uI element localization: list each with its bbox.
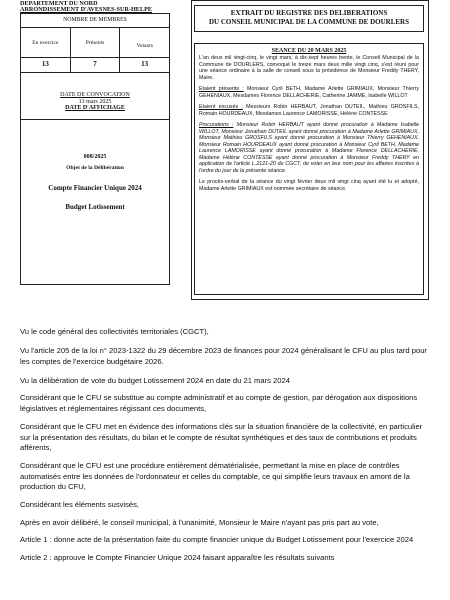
department-label: DEPARTEMENT DU NORD [20, 0, 98, 7]
members-title: NOMBRE DE MEMBRES [21, 14, 169, 28]
excuses-text: Messieurs Robin HERBAUT, Jonathan DUTEIL, Mathieu GROSFILS, Romain HOURDEAUX, Mesdames Laurence LAMORISSE, Hélène CONTESSE [199, 104, 419, 117]
body-paragraph: Vu la délibération de vote du budget Lotissement 2024 en date du 21 mars 2024 [20, 376, 290, 385]
excuses-label: Etaient excusés : [199, 104, 243, 110]
deliberation-number: 008/2025 [83, 154, 107, 160]
procurations-label: Procurations : [199, 122, 234, 128]
members-columns [21, 27, 169, 58]
deliberation-title: Compte Financier Unique 2024 [48, 184, 142, 192]
article-1: Article 1 : donne acte de la présentation faite du compte financier unique du Budget Lotissement pour l'exercice 2024 [20, 535, 414, 544]
col-presents: Présents [71, 27, 121, 57]
presents-paragraph [199, 86, 419, 99]
members-box [20, 13, 170, 285]
col-votants: Votants [136, 43, 154, 49]
body-paragraph: Considérant que le CFU met en évidence des informations clés sur la situation financière de la collectivité, en particulier sur la présentation des résultats, du bilan et le compte de résultat synthétiques et des taux de contributions et produits afférents, [20, 422, 423, 452]
affichage-label: DATE D'AFFICHAGE [65, 105, 125, 111]
procurations-paragraph [199, 122, 419, 174]
presents-label: Etaient présents : [199, 86, 244, 92]
body-paragraph: Considérant que le CFU est une procédure entièrement dématérialisée, permettant la mise en place de contrôles automatisés entre les données de l'ordonnateur et celles du comptable, ce qui simplifie leurs travaux en amont de la production du CFU, [20, 461, 410, 491]
convocation-label: DATE DE CONVOCATION [60, 92, 130, 98]
extrait-line2: DU CONSEIL MUNICIPAL DE LA COMMUNE DE DOURLERS [209, 18, 409, 26]
article-2: Article 2 : approuve le Compte Financier Unique 2024 faisant apparaître les résultats suivants [20, 553, 335, 562]
body-paragraph: Vu le code général des collectivités territoriales (CGCT), [20, 327, 209, 336]
procurations-text: Monsieur Robin HERBAUT ayant donné procuration à Madame Isabelle WILLOT, Monsieur Jonathan DUTEIL ayant donné procuration à Madame Arlette GRIMIAUX, Monsieur Mathieu GROSFILS ayant donné procuration à Monsieur Thierry GEHENIAUX, Monsieur Romain HOURDEAUX ayant donné procuration à Monsieur Cyril BETH, Madame Laurence LAMORISSE ayant donné procuration à Madame Florence DELLACHERIE, Madame Hélène CONTESSE ayant donné procuration à Monsieur Freddy THERY en application de l'article L.2121-20 du CGCT, de voter en leur nom pour les affaires inscrites à l'ordre du jour de la présente séance. [199, 122, 419, 174]
seance-box [194, 43, 424, 295]
body-paragraph: Considérant les éléments susvisés, [20, 500, 140, 509]
convocation-date: 13 mars 2025 [78, 98, 112, 105]
deliberation-objet-label: Objet de la Délibération [66, 165, 124, 171]
val-exercice: 13 [21, 57, 71, 72]
body-paragraph: Après en avoir délibéré, le conseil municipal, à l'unanimité, Monsieur le Maire n'ayant pas pris part au vote, [20, 518, 379, 527]
extrait-box [191, 0, 429, 300]
arrondissement-label: ARRONDISSEMENT D'AVESNES-SUR-HELPE [20, 6, 152, 13]
seance-title: SEANCE DU 20 MARS 2025 [271, 48, 347, 54]
extrait-line1: EXTRAIT DU REGISTRE DES DELIBERATIONS [230, 9, 388, 17]
convocation-block [21, 92, 169, 117]
deliberation-block [21, 118, 169, 285]
seance-intro: L'an deux mil vingt-cinq, le vingt mars, à dix-sept heures trente, le Conseil Municipal de la Commune de DOURLERS, convoqué le treize mars deux mille vingt cinq, s'est réuni pour une séance ordinaire à la salle de conseil sous la présidence de Monsieur Freddy THERY, Maire. [199, 55, 419, 81]
val-presents: 7 [71, 57, 121, 72]
body-paragraph: Vu l'article 205 de la loi n° 2023-1322 du 29 décembre 2023 de finances pour 2024 généralisant le CFU au plus tard pour les comptes de l'exercice budgétaire 2026. [20, 346, 427, 366]
extrait-header [194, 5, 424, 32]
body-paragraph: Considérant que le CFU se substitue au compte administratif et au compte de gestion, par dérogation aux dispositions législatives et réglementaires régissant ces documents, [20, 393, 418, 413]
pv-paragraph: Le procès-verbal de la séance du vingt février deux mil vingt cinq ayant été lu et adopté, Madame Arlette GRIMIAUX est nommée secrétaire de séance. [199, 179, 419, 192]
val-votants: 13 [141, 60, 149, 68]
deliberation-subtitle: Budget Lotissement [65, 203, 125, 211]
col-exercice: En exercice [21, 27, 71, 57]
members-values [21, 57, 169, 73]
excuses-paragraph [199, 104, 419, 117]
presents-text: Monsieur Cyril BETH, Madame Arlette GRIMIAUX, Monsieur Thierry GEHENIAUX, Mesdames Florence DELLACHERIE, Catherine JAMME, Isabelle WILLOT [199, 86, 419, 99]
